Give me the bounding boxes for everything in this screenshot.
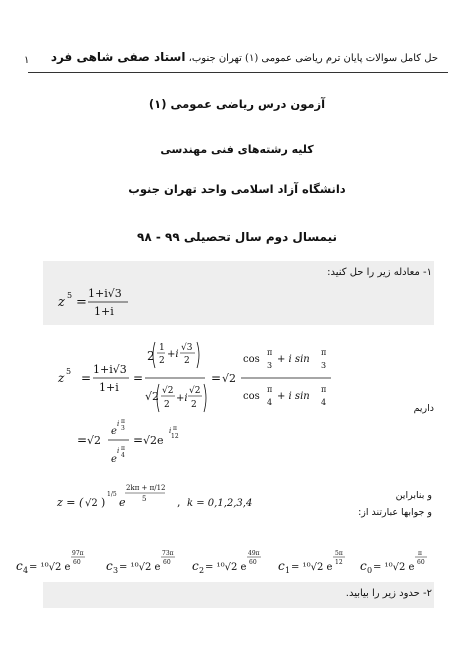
answer-c0-val: = ¹⁰√2 e xyxy=(373,562,415,573)
sol1-cos-bot: cos xyxy=(243,391,260,402)
exam-title: آزمون درس ریاضی عمومی (۱) xyxy=(148,97,326,111)
sol2-result-den: 12 xyxy=(171,433,179,440)
sol2-eq-1: = xyxy=(77,433,88,447)
page-number: ۱ xyxy=(24,55,30,66)
answer-c2-sub: 2 xyxy=(199,566,205,575)
answer-c1 xyxy=(278,550,345,575)
answer-c0 xyxy=(360,550,427,575)
answer-c4-name: c xyxy=(16,559,23,573)
solution-line-2 xyxy=(75,416,195,472)
eq-lhs-exp: 5 xyxy=(67,291,73,300)
header-line xyxy=(48,50,438,64)
sol1-half-num: 1 xyxy=(159,343,165,353)
answer-c4-sub: 4 xyxy=(23,566,29,575)
answers-row xyxy=(14,540,460,578)
question-2-prompt: ۲- حدود زیر را بیابید. xyxy=(345,588,432,599)
eq-denominator: 1+i xyxy=(94,305,114,318)
solution-line-1 xyxy=(55,338,345,418)
sol1-eq-2: = xyxy=(133,371,144,385)
answer-c0-exp-num: π xyxy=(418,550,422,557)
sol3-rparen: ) xyxy=(101,496,106,509)
sol1-sqrt3: √3 xyxy=(181,343,193,353)
sol2-e-bot: e xyxy=(111,454,117,465)
header-rule xyxy=(28,72,448,73)
question-1-equation xyxy=(50,282,170,322)
sol3-exp-top: 2kπ + π/12 xyxy=(126,484,166,492)
exam-fields: کلیه رشته‌های فنی مهندسی xyxy=(160,143,314,156)
sol1-eq-3: = xyxy=(211,371,222,385)
answer-c2-val: = ¹⁰√2 e xyxy=(205,562,247,573)
sol2-three-top: 3 xyxy=(121,425,125,432)
answer-c4 xyxy=(16,550,85,575)
sol1-sqrt2-a-den: 2 xyxy=(164,400,170,410)
sol2-root2: √2 xyxy=(87,434,102,447)
eq-lhs: z xyxy=(58,295,65,310)
answer-c2-exp-num: 49π xyxy=(248,550,260,557)
answer-c1-val: = ¹⁰√2 e xyxy=(291,562,333,573)
exam-semester: نیمسال دوم سال تحصیلی ۹۹ - ۹۸ xyxy=(137,230,337,244)
sol1-sqrt2-coef: √2 xyxy=(222,372,237,385)
sol1-sqrt2-b: √2 xyxy=(189,386,201,396)
sol2-result-i: i xyxy=(169,427,172,435)
sol1-four-bot1: 4 xyxy=(267,398,273,407)
sol1-pi-bot2: π xyxy=(321,385,327,394)
sol2-result: √2e xyxy=(143,434,164,447)
answer-c2-exp-den: 60 xyxy=(249,559,257,566)
sol2-i-bot: i xyxy=(117,447,120,455)
sol1-frac1-num: 1+i√3 xyxy=(93,363,127,376)
sol1-pi-bot1: π xyxy=(267,385,273,394)
sol2-result-num: π xyxy=(173,425,177,432)
sol2-e-top: e xyxy=(111,426,117,437)
header-prefix: حل کامل سوالات پایان ترم ریاضی عمومی (۱) تهران جنوب، xyxy=(188,53,438,64)
sol1-plus-i-1: +i xyxy=(167,349,179,360)
sol1-sqrt2-a: √2 xyxy=(162,386,174,396)
label-vbana: و بنابراین xyxy=(395,490,432,501)
exam-university: دانشگاه آزاد اسلامی واحد تهران جنوب xyxy=(128,182,346,196)
sol1-pi-top2: π xyxy=(321,348,327,357)
eq-sign: = xyxy=(76,295,87,310)
answer-c1-name: c xyxy=(278,559,285,573)
answer-c1-exp-num: 5π xyxy=(335,550,343,557)
sol2-pi-top: π xyxy=(121,418,125,425)
sol3-comma: , xyxy=(177,496,181,509)
sol3-e: e xyxy=(119,496,126,509)
sol3-k-values: k = 0,1,2,3,4 xyxy=(187,498,253,509)
sol1-lhs-exp: 5 xyxy=(66,367,72,376)
answer-c3-name: c xyxy=(106,559,113,573)
sol1-sqrt3-den: 2 xyxy=(184,356,190,366)
answer-c4-exp-num: 97π xyxy=(72,550,84,557)
sol1-four-bot2: 4 xyxy=(321,398,327,407)
sol2-eq-2: = xyxy=(133,433,144,447)
answer-c3-sub: 3 xyxy=(113,566,119,575)
answer-c3-val: = ¹⁰√2 e xyxy=(119,562,161,573)
sol2-four-bot: 4 xyxy=(121,452,125,459)
answer-c0-exp-den: 60 xyxy=(417,559,425,566)
eq-numerator: 1+i√3 xyxy=(88,287,122,300)
sol1-three-top2: 3 xyxy=(321,361,327,370)
sol1-sqrt2-lead: √2 xyxy=(145,390,160,403)
sol2-pi-bot: π xyxy=(121,445,125,452)
sol1-sqrt2-b-den: 2 xyxy=(191,400,197,410)
sol3-root: √2 xyxy=(85,498,98,509)
answer-c4-exp-den: 60 xyxy=(73,559,81,566)
sol3-exp-den: 5 xyxy=(142,495,147,503)
sol1-eq-1: = xyxy=(81,371,92,385)
answer-c3-exp-den: 60 xyxy=(163,559,171,566)
sol1-sin-bot: + i sin xyxy=(277,391,310,402)
sol1-sin-top: + i sin xyxy=(277,354,310,365)
sol1-frac1-den: 1+i xyxy=(99,381,119,394)
answer-c0-name: c xyxy=(360,559,367,573)
sol1-pi-top1: π xyxy=(267,348,273,357)
label-javab: و جوابها عبارتند از: xyxy=(358,507,432,518)
sol1-lhs: z xyxy=(58,371,65,385)
solution-line-3 xyxy=(55,476,265,516)
answer-c3-exp-num: 73π xyxy=(162,550,174,557)
sol1-paren2-right xyxy=(204,384,206,412)
answer-c2-name: c xyxy=(192,559,199,573)
header-author: استاد صفی شاهی فرد xyxy=(50,50,186,64)
answer-c2 xyxy=(192,550,261,575)
answer-c3 xyxy=(106,550,175,575)
question-1-prompt: ۱- معادله زیر را حل کنید: xyxy=(327,267,432,278)
label-darim: داریم xyxy=(413,403,434,414)
answer-c4-val: = ¹⁰√2 e xyxy=(29,562,71,573)
sol2-i-top: i xyxy=(117,420,120,428)
sol1-plus-i-2: +i xyxy=(176,393,188,404)
sol1-coef2: 2 xyxy=(147,349,155,363)
answer-c1-sub: 1 xyxy=(285,566,291,575)
sol3-exp-fifth: 1/5 xyxy=(107,491,117,498)
sol1-half-den: 2 xyxy=(159,356,165,366)
sol1-cos-top: cos xyxy=(243,354,260,365)
answer-c0-sub: 0 xyxy=(367,566,373,575)
sol1-paren-right xyxy=(197,342,199,368)
sol1-three-top1: 3 xyxy=(267,361,273,370)
answer-c1-exp-den: 12 xyxy=(335,559,343,566)
sol3-lhs: z = ( xyxy=(57,496,84,509)
